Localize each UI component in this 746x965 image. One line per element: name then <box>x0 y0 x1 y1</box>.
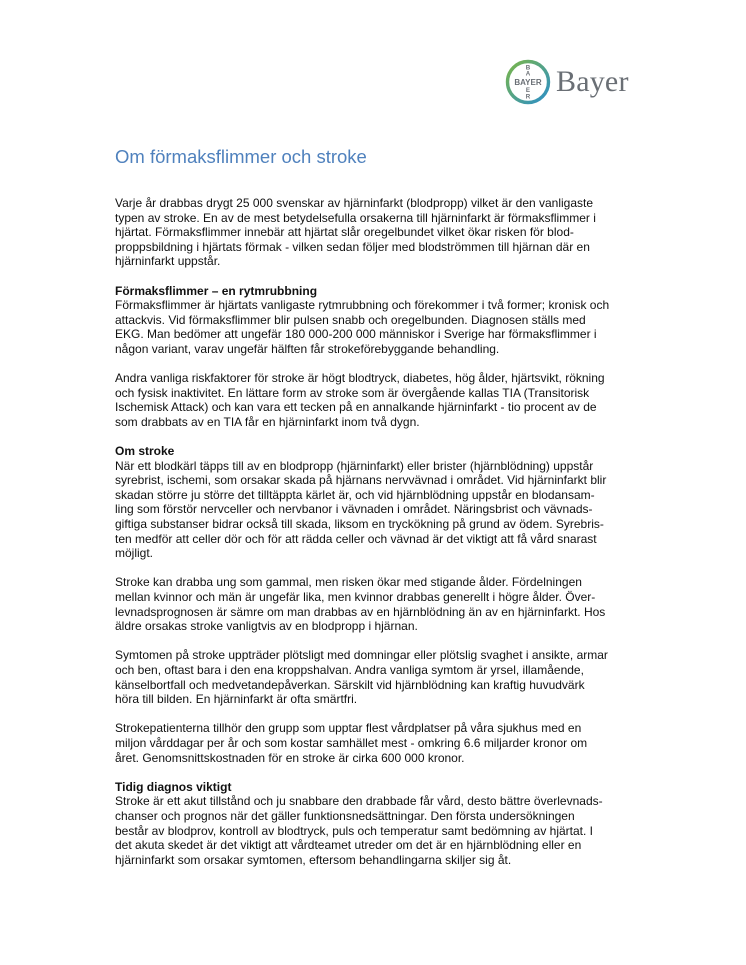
text-line: mellan kvinnor och män är ungefär lika, men kvinnor drabbas generellt i högre ålder. Över- <box>115 590 596 605</box>
text-line: Andra vanliga riskfaktorer för stroke är högt blodtryck, diabetes, hög ålder, hjärtsvikt, rökning <box>115 371 605 386</box>
paragraph <box>115 444 640 561</box>
text-line: möjligt. <box>115 546 154 561</box>
text-line: Ischemisk Attack) och kan vara ett tecken på en annalkande hjärninfarkt - tio procent av de <box>115 400 597 415</box>
text-line: levnadsprognosen är sämre om man drabbas av en hjärnblödning än av en hjärninfarkt. Hos <box>115 604 606 619</box>
text-line: attackvis. Vid förmaksflimmer blir pulsen snabb och oregelbunden. Diagnosen ställs med <box>115 312 586 327</box>
logo-wordmark: Bayer <box>556 65 629 98</box>
text-line: hjärninfarkt som orsakar symtomen, eftersom behandlingarna skiljer sig åt. <box>115 852 512 867</box>
svg-text:R: R <box>525 93 531 101</box>
page-title: Om förmaksflimmer och stroke <box>115 146 367 167</box>
text-line: hjärninfarkt uppstår. <box>115 254 221 269</box>
document-body <box>115 196 640 882</box>
bayer-cross-logo-icon <box>505 59 551 105</box>
text-line: typen av stroke. En av de mest betydelsefulla orsakerna till hjärninfarkt är förmaksflimmer i <box>115 210 596 225</box>
text-line: ten medför att celler dör och för att rädda celler och vävnad är det viktigt att få vård snarast <box>115 531 597 546</box>
logo-horizontal-text: BAYER <box>514 77 542 87</box>
text-line: består av blodprov, kontroll av blodtryck, puls och temperatur samt bedömning av hjärtat. I <box>115 823 594 838</box>
text-line: giftiga substanser bidrar också till skada, liksom en tryckökning på grund av ödem. Syrebris- <box>115 517 604 532</box>
text-line: Strokepatienterna tillhör den grupp som upptar flest vårdplatser på våra sjukhus med en <box>115 721 582 736</box>
paragraph <box>115 648 640 706</box>
paragraph <box>115 196 640 269</box>
text-line: det akuta skedet är det viktigt att vårdteamet utreder om det är en hjärnblödning eller en <box>115 838 582 853</box>
text-line: någon variant, varav ungefär hälften får strokeförebyggande behandling. <box>115 341 500 356</box>
text-line: äldre orsakas stroke vanligtvis av en blodpropp i hjärnan. <box>115 619 418 634</box>
paragraph <box>115 780 640 868</box>
section-heading: Om stroke <box>115 444 175 459</box>
svg-text:A: A <box>525 70 531 78</box>
text-line: och ben, oftast bara i den ena kroppshalvan. Andra vanliga symtom är yrsel, illamående, <box>115 663 584 677</box>
paragraph <box>115 575 640 633</box>
text-line: Symtomen på stroke uppträder plötsligt med domningar eller plötslig svaghet i ansikte, armar <box>115 648 608 663</box>
text-line: höra till bilden. En hjärninfarkt är ofta smärtfri. <box>115 692 358 707</box>
text-line: och fysisk inaktivitet. En lättare form av stroke som är övergående kallas TIA (Transitorisk <box>115 385 590 400</box>
text-line: Förmaksflimmer är hjärtats vanligaste rytmrubbning och förekommer i två former; kronisk och <box>115 298 610 313</box>
text-line: ling som förstör nervceller och nervbanor i vävnaden i området. Näringsbrist och vävnads- <box>115 502 593 517</box>
text-line: känselbortfall och medvetandepåverkan. Särskilt vid hjärnblödning kan kraftig huvudvärk <box>115 677 585 692</box>
bayer-logo <box>505 59 629 105</box>
text-line: hjärtat. Förmaksflimmer innebär att hjärtat slår oregelbundet vilket ökar risken för blod- <box>115 225 574 240</box>
paragraph <box>115 371 640 429</box>
section-heading: Tidig diagnos viktigt <box>115 779 232 794</box>
text-line: När ett blodkärl täpps till av en blodpropp (hjärninfarkt) eller brister (hjärnblödning) uppstår <box>115 458 594 473</box>
text-line: chanser och prognos när det gäller funktionsnedsättningar. Den första undersökningen <box>115 808 575 823</box>
text-line: Stroke är ett akut tillstånd och ju snabbare den drabbade får vård, desto bättre överlevnads- <box>115 794 603 809</box>
text-line: som drabbats av en TIA får en hjärninfarkt inom två dygn. <box>115 414 420 429</box>
paragraph <box>115 284 640 357</box>
text-line: Stroke kan drabba ung som gammal, men risken ökar med stigande ålder. Fördelningen <box>115 575 582 590</box>
text-line: EKG. Man bedömer att ungefär 180 000-200 000 människor i Sverige har förmaksflimmer i <box>115 327 597 342</box>
text-line: syrebrist, ischemi, som orsakar skada på hjärnans nervvävnad i området. Vid hjärninfarkt blir <box>115 473 607 488</box>
text-line: Varje år drabbas drygt 25 000 svenskar av hjärninfarkt (blodpropp) vilket är den vanligaste <box>115 196 594 210</box>
text-line: skadan större ju större det tilltäppta kärlet är, och vid hjärnblödning uppstår en blodansam- <box>115 487 595 502</box>
text-line: proppsbildning i hjärtats förmak - vilken sedan följer med blodströmmen till hjärnan där en <box>115 239 590 254</box>
paragraph <box>115 721 640 765</box>
text-line: miljon vårddagar per år och som kostar samhället mest - omkring 6.6 miljarder kronor om <box>115 735 588 750</box>
svg-text:B: B <box>525 64 531 72</box>
svg-text:E: E <box>525 87 531 94</box>
section-heading: Förmaksflimmer – en rytmrubbning <box>115 283 318 298</box>
text-line: året. Genomsnittskostnaden för en stroke är cirka 600 000 kronor. <box>115 750 465 765</box>
